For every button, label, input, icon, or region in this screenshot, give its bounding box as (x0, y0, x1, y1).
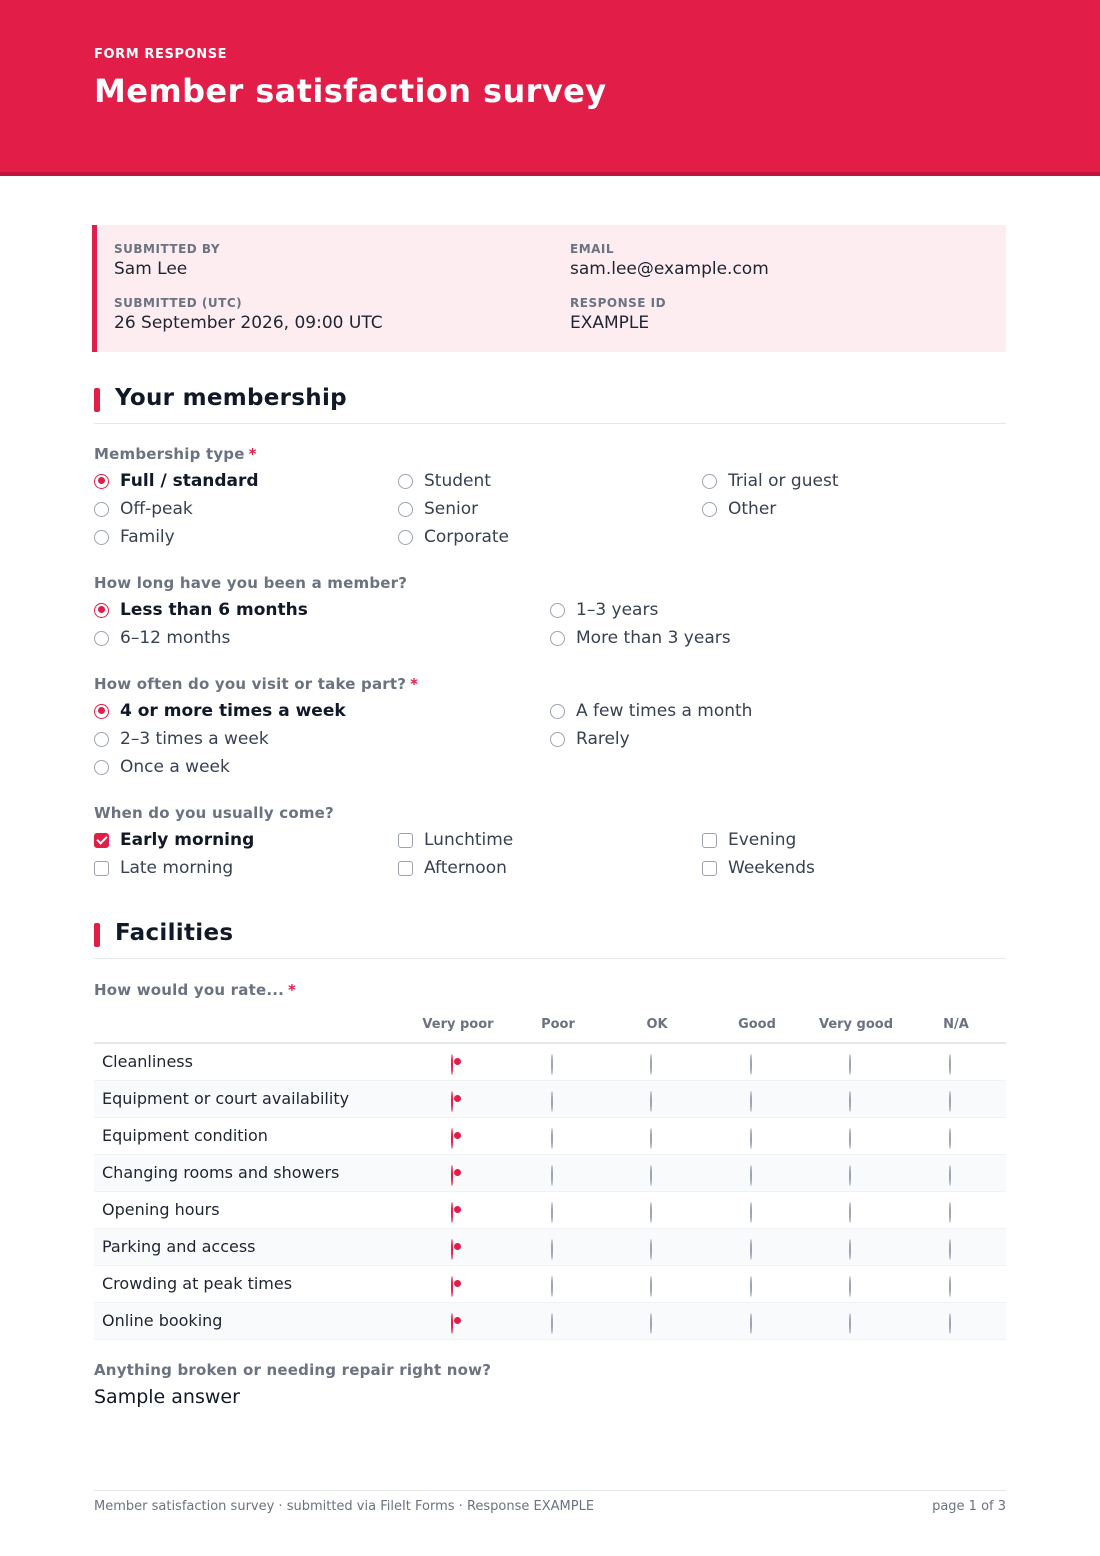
section-accent-bar (94, 388, 100, 412)
radio-icon (650, 1091, 652, 1112)
question-label: Anything broken or needing repair right now? (94, 1361, 492, 1379)
option-label: More than 3 years (576, 628, 731, 648)
radio-icon (750, 1313, 752, 1334)
rating-cell[interactable] (750, 1240, 752, 1259)
rating-cell[interactable] (551, 1129, 553, 1148)
rating-cell[interactable] (451, 1240, 453, 1259)
rating-cell[interactable] (650, 1092, 652, 1111)
rating-cell[interactable] (849, 1166, 851, 1185)
question-label: How often do you visit or take part? (94, 675, 407, 693)
radio-icon (849, 1165, 851, 1186)
option-label: 4 or more times a week (120, 701, 346, 721)
radio-icon (849, 1054, 851, 1075)
option-label: A few times a month (576, 701, 753, 721)
option-student[interactable] (398, 469, 491, 493)
rating-cell[interactable] (551, 1055, 553, 1074)
rating-grid-header (94, 1012, 1006, 1044)
radio-icon (650, 1313, 652, 1334)
rating-cell[interactable] (551, 1092, 553, 1111)
radio-icon (551, 1054, 553, 1075)
question-label: How long have you been a member? (94, 574, 408, 592)
radio-icon (949, 1202, 951, 1223)
radio-icon (949, 1091, 951, 1112)
required-marker: * (288, 981, 297, 999)
row-label: Opening hours (102, 1200, 220, 1219)
email-value: sam.lee@example.com (570, 259, 769, 279)
rating-cell[interactable] (949, 1092, 951, 1111)
table-row (94, 1266, 1006, 1303)
radio-selected-icon (451, 1054, 453, 1075)
response-id-label: RESPONSE ID (570, 296, 667, 310)
option-label: Lunchtime (424, 830, 514, 850)
rating-cell[interactable] (949, 1314, 951, 1333)
rating-cell[interactable] (451, 1203, 453, 1222)
rating-cell[interactable] (551, 1277, 553, 1296)
radio-icon (702, 474, 717, 489)
radio-selected-icon (94, 474, 109, 489)
rating-cell[interactable] (949, 1129, 951, 1148)
radio-icon (849, 1276, 851, 1297)
radio-icon (949, 1239, 951, 1260)
rating-cell[interactable] (849, 1277, 851, 1296)
radio-icon (849, 1091, 851, 1112)
checkbox-icon (94, 861, 109, 876)
row-label: Crowding at peak times (102, 1274, 293, 1293)
rating-cell[interactable] (650, 1240, 652, 1259)
radio-icon (849, 1202, 851, 1223)
table-row (94, 1303, 1006, 1340)
repair-answer: Sample answer (94, 1386, 240, 1408)
radio-icon (551, 1276, 553, 1297)
radio-icon (849, 1128, 851, 1149)
option-senior[interactable] (398, 497, 478, 521)
option-label: Rarely (576, 729, 630, 749)
option-label: 6–12 months (120, 628, 231, 648)
rating-cell[interactable] (551, 1314, 553, 1333)
response-id-value: EXAMPLE (570, 313, 650, 333)
rating-cell[interactable] (949, 1240, 951, 1259)
radio-selected-icon (451, 1091, 453, 1112)
rating-cell[interactable] (451, 1166, 453, 1185)
radio-icon (650, 1128, 652, 1149)
checkbox-early-morning[interactable] (94, 828, 254, 852)
checkbox-icon (702, 861, 717, 876)
email-label: EMAIL (570, 242, 615, 256)
option-other[interactable] (702, 497, 776, 521)
radio-icon (849, 1313, 851, 1334)
checkbox-afternoon[interactable] (398, 856, 507, 880)
radio-selected-icon (451, 1128, 453, 1149)
radio-icon (398, 530, 413, 545)
rating-cell[interactable] (451, 1277, 453, 1296)
option-label: Weekends (728, 858, 815, 878)
rating-cell[interactable] (451, 1129, 453, 1148)
section-accent-bar (94, 923, 100, 947)
option-2-3-week[interactable] (94, 727, 269, 751)
radio-icon (94, 530, 109, 545)
question-label: Membership type (94, 445, 245, 463)
radio-icon (750, 1202, 752, 1223)
radio-icon (550, 732, 565, 747)
column-na: N/A (943, 1017, 969, 1032)
row-label: Cleanliness (102, 1052, 193, 1071)
radio-icon (94, 760, 109, 775)
rating-cell[interactable] (650, 1203, 652, 1222)
row-label: Changing rooms and showers (102, 1163, 340, 1182)
option-trial-or-guest[interactable] (702, 469, 838, 493)
option-label: Afternoon (424, 858, 507, 878)
question-repair (94, 1361, 491, 1379)
question-times (94, 804, 334, 822)
rating-cell[interactable] (650, 1166, 652, 1185)
radio-icon (750, 1054, 752, 1075)
rating-cell[interactable] (849, 1203, 851, 1222)
radio-icon (94, 631, 109, 646)
rating-cell[interactable] (451, 1092, 453, 1111)
rating-cell[interactable] (650, 1055, 652, 1074)
submitted-utc (114, 296, 383, 333)
radio-icon (650, 1276, 652, 1297)
option-label: Other (728, 499, 777, 519)
option-family[interactable] (94, 525, 175, 549)
rating-cell[interactable] (849, 1129, 851, 1148)
checkbox-lunchtime[interactable] (398, 828, 513, 852)
radio-icon (551, 1128, 553, 1149)
submission-meta (92, 225, 1006, 352)
checkbox-evening[interactable] (702, 828, 796, 852)
option-label: Off-peak (120, 499, 193, 519)
rating-cell[interactable] (849, 1055, 851, 1074)
rating-cell[interactable] (849, 1092, 851, 1111)
required-marker: * (248, 445, 257, 463)
rating-cell[interactable] (949, 1203, 951, 1222)
option-label: Early morning (120, 830, 255, 850)
option-4-or-more-week[interactable] (94, 699, 346, 723)
rating-cell[interactable] (750, 1055, 752, 1074)
option-corporate[interactable] (398, 525, 509, 549)
radio-icon (949, 1276, 951, 1297)
radio-icon (702, 502, 717, 517)
checkbox-checked-icon (94, 833, 109, 848)
checkbox-icon (398, 833, 413, 848)
rating-cell[interactable] (551, 1166, 553, 1185)
radio-selected-icon (94, 704, 109, 719)
required-marker: * (410, 675, 419, 693)
row-label: Parking and access (102, 1237, 256, 1256)
option-label: Evening (728, 830, 797, 850)
radio-icon (551, 1091, 553, 1112)
checkbox-icon (398, 861, 413, 876)
question-rating (94, 981, 296, 999)
radio-icon (550, 704, 565, 719)
option-off-peak[interactable] (94, 497, 193, 521)
option-label: 1–3 years (576, 600, 659, 620)
option-few-times-month[interactable] (550, 699, 752, 723)
option-label: Trial or guest (728, 471, 839, 491)
table-row (94, 1155, 1006, 1192)
row-label: Equipment condition (102, 1126, 268, 1145)
radio-icon (650, 1202, 652, 1223)
rating-cell[interactable] (750, 1314, 752, 1333)
checkbox-late-morning[interactable] (94, 856, 233, 880)
radio-icon (949, 1128, 951, 1149)
radio-icon (949, 1165, 951, 1186)
radio-icon (94, 502, 109, 517)
rating-cell[interactable] (949, 1166, 951, 1185)
radio-icon (949, 1054, 951, 1075)
section-title: Your membership (115, 385, 347, 411)
rating-cell[interactable] (650, 1277, 652, 1296)
option-label: 2–3 times a week (120, 729, 269, 749)
radio-icon (551, 1313, 553, 1334)
option-label: Once a week (120, 757, 230, 777)
question-duration (94, 574, 407, 592)
radio-icon (398, 474, 413, 489)
form-header (0, 0, 1100, 176)
radio-icon (849, 1239, 851, 1260)
question-frequency (94, 675, 418, 693)
radio-icon (551, 1165, 553, 1186)
column-poor: Poor (541, 1017, 575, 1032)
option-full-standard[interactable] (94, 469, 259, 493)
checkbox-weekends[interactable] (702, 856, 815, 880)
question-label: When do you usually come? (94, 804, 334, 822)
option-label: Full / standard (120, 471, 259, 491)
email (570, 242, 769, 279)
rating-cell[interactable] (650, 1129, 652, 1148)
radio-icon (650, 1239, 652, 1260)
rating-cell[interactable] (650, 1314, 652, 1333)
column-ok: OK (646, 1017, 668, 1032)
rating-cell[interactable] (849, 1240, 851, 1259)
footer-text: Member satisfaction survey · submitted via FileIt Forms · Response EXAMPLE (94, 1499, 595, 1514)
table-row (94, 1081, 1006, 1118)
option-label: Corporate (424, 527, 509, 547)
radio-icon (650, 1165, 652, 1186)
option-1-3-years[interactable] (550, 598, 658, 622)
radio-icon (551, 1202, 553, 1223)
option-label: Late morning (120, 858, 234, 878)
section-title: Facilities (115, 920, 234, 946)
rating-cell[interactable] (949, 1055, 951, 1074)
radio-icon (949, 1313, 951, 1334)
option-label: Family (120, 527, 175, 547)
header-kicker: FORM RESPONSE (94, 47, 228, 62)
submitted-by-value: Sam Lee (114, 259, 188, 279)
rating-cell[interactable] (551, 1203, 553, 1222)
radio-selected-icon (451, 1165, 453, 1186)
radio-icon (551, 1239, 553, 1260)
rating-cell[interactable] (949, 1277, 951, 1296)
table-row (94, 1044, 1006, 1081)
question-membership-type (94, 445, 257, 463)
radio-selected-icon (451, 1239, 453, 1260)
option-label: Less than 6 months (120, 600, 308, 620)
radio-icon (750, 1091, 752, 1112)
rating-cell[interactable] (750, 1092, 752, 1111)
radio-icon (550, 603, 565, 618)
radio-selected-icon (451, 1276, 453, 1297)
section-membership-heading (94, 385, 1006, 424)
radio-selected-icon (451, 1313, 453, 1334)
rating-cell[interactable] (551, 1240, 553, 1259)
option-label: Student (424, 471, 491, 491)
response-id (570, 296, 666, 333)
rating-cell[interactable] (750, 1129, 752, 1148)
rating-cell[interactable] (750, 1203, 752, 1222)
submitted-by-label: SUBMITTED BY (114, 242, 221, 256)
submitted-by (114, 242, 220, 279)
radio-selected-icon (451, 1202, 453, 1223)
rating-cell[interactable] (750, 1277, 752, 1296)
rating-cell[interactable] (750, 1166, 752, 1185)
radio-icon (750, 1276, 752, 1297)
radio-icon (750, 1239, 752, 1260)
radio-icon (750, 1128, 752, 1149)
option-more-than-3-years[interactable] (550, 626, 731, 650)
table-row (94, 1229, 1006, 1266)
rating-cell[interactable] (849, 1314, 851, 1333)
question-label: How would you rate... (94, 981, 285, 999)
radio-icon (650, 1054, 652, 1075)
column-very-poor: Very poor (422, 1017, 494, 1032)
option-less-than-6-months[interactable] (94, 598, 308, 622)
page-title: Member satisfaction survey (94, 72, 607, 110)
section-facilities-heading (94, 920, 1006, 959)
radio-icon (750, 1165, 752, 1186)
page-footer (94, 1490, 1006, 1514)
option-6-12-months[interactable] (94, 626, 230, 650)
option-rarely[interactable] (550, 727, 630, 751)
radio-icon (550, 631, 565, 646)
checkbox-icon (702, 833, 717, 848)
radio-icon (398, 502, 413, 517)
table-row (94, 1192, 1006, 1229)
rating-cell[interactable] (451, 1314, 453, 1333)
page-number: page 1 of 3 (932, 1499, 1006, 1514)
submitted-utc-label: SUBMITTED (UTC) (114, 296, 243, 310)
column-good: Good (738, 1017, 776, 1032)
row-label: Online booking (102, 1311, 223, 1330)
column-very-good: Very good (818, 1017, 894, 1032)
table-row (94, 1118, 1006, 1155)
radio-icon (94, 732, 109, 747)
rating-cell[interactable] (451, 1055, 453, 1074)
row-label: Equipment or court availability (102, 1089, 350, 1108)
option-once-week[interactable] (94, 755, 230, 779)
submitted-utc-value: 26 September 2026, 09:00 UTC (114, 313, 383, 333)
option-label: Senior (424, 499, 479, 519)
radio-selected-icon (94, 603, 109, 618)
